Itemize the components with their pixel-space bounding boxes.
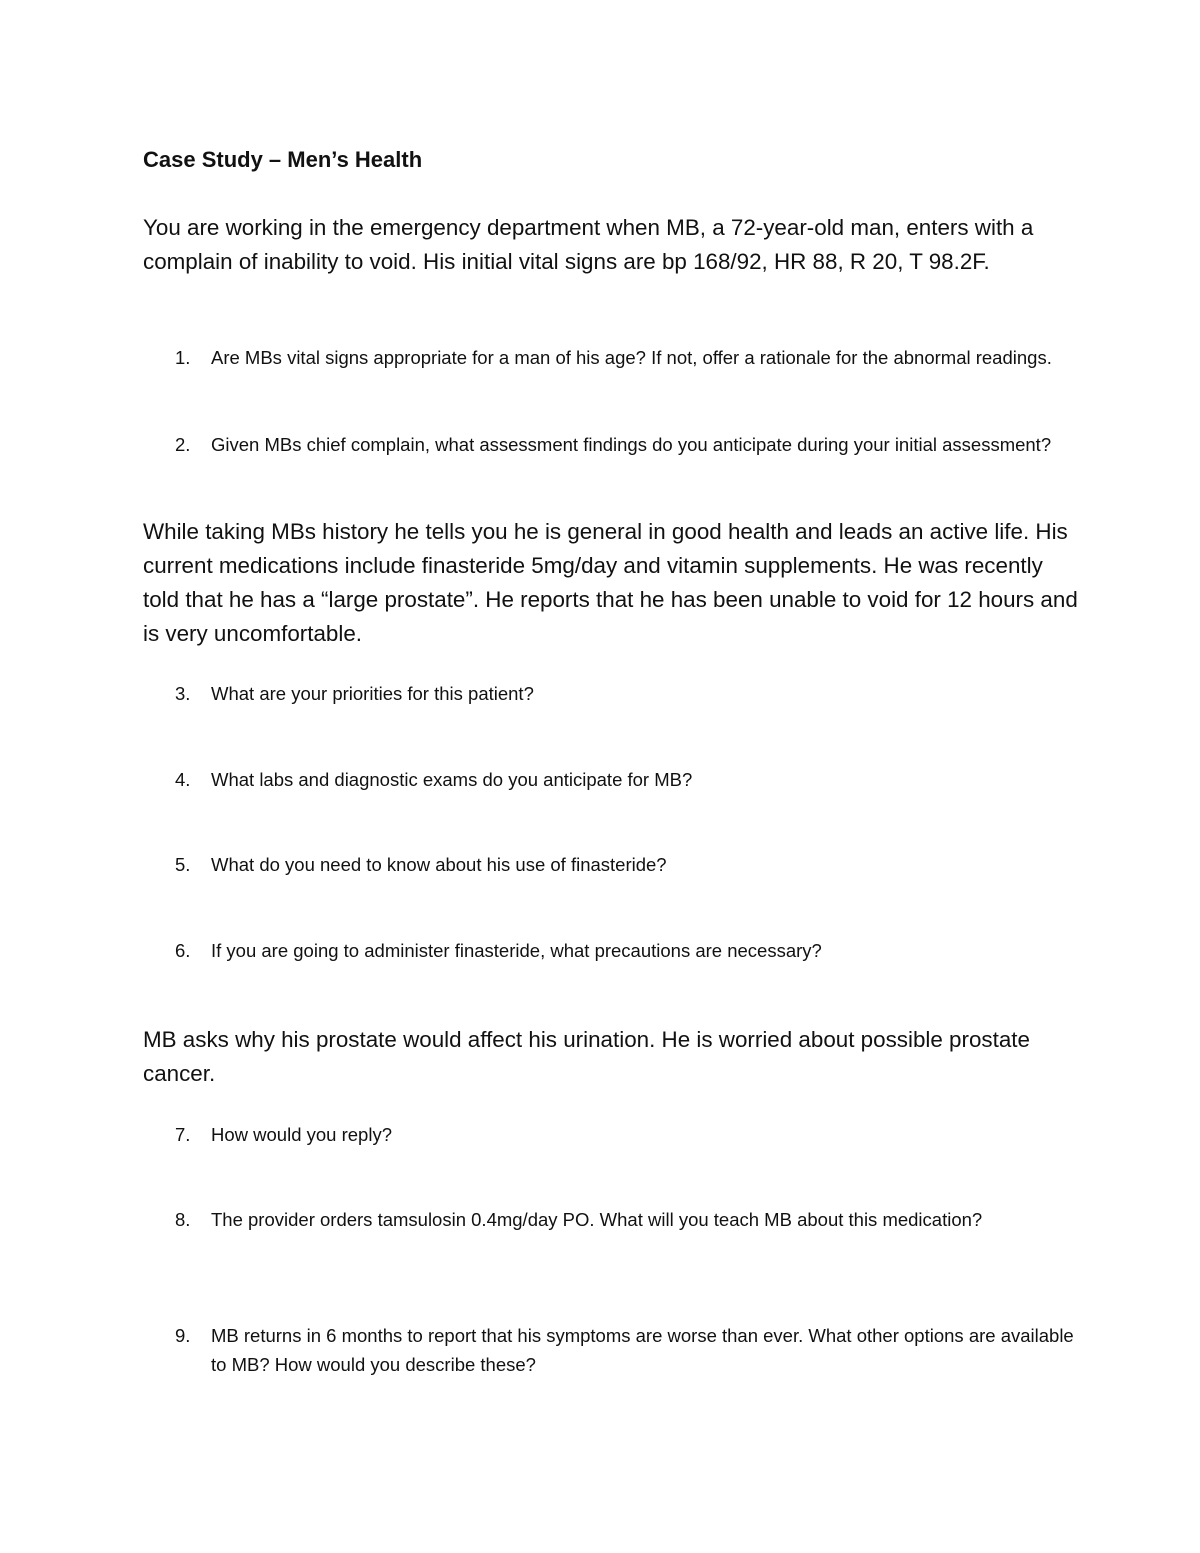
question-number: 2. xyxy=(175,434,191,455)
question-2 xyxy=(175,430,1075,459)
question-3 xyxy=(175,679,1075,708)
question-number: 1. xyxy=(175,347,191,368)
question-text: The provider orders tamsulosin 0.4mg/day PO. What will you teach MB about this medication? xyxy=(211,1209,983,1230)
question-number: 5. xyxy=(175,854,191,875)
question-text: What do you need to know about his use of finasteride? xyxy=(211,854,667,875)
question-7 xyxy=(175,1120,1075,1149)
concern-paragraph: MB asks why his prostate would affect his urination. He is worried about possible prostate cancer. xyxy=(143,1027,1030,1086)
question-number: 6. xyxy=(175,940,191,961)
question-number: 4. xyxy=(175,769,191,790)
question-8 xyxy=(175,1205,1075,1234)
question-1 xyxy=(175,343,1075,372)
question-text: What labs and diagnostic exams do you anticipate for MB? xyxy=(211,769,693,790)
question-4 xyxy=(175,765,1075,794)
question-text: How would you reply? xyxy=(211,1124,392,1145)
question-6 xyxy=(175,936,1075,965)
intro-paragraph: You are working in the emergency department when MB, a 72-year-old man, enters with a complain of inability to void. His initial vital signs are bp 168/92, HR 88, R 20, T 98.2F. xyxy=(143,215,1034,274)
question-text: MB returns in 6 months to report that his symptoms are worse than ever. What other options are available to MB? How would you describe these? xyxy=(211,1325,1074,1375)
question-5 xyxy=(175,850,1075,879)
question-number: 3. xyxy=(175,683,191,704)
history-paragraph: While taking MBs history he tells you he is general in good health and leads an active life. His current medications include finasteride 5mg/day and vitamin supplements. He was recently told that he has a “large prostate”. He reports that he has been unable to void for 12 hours and is very uncomfortable. xyxy=(143,519,1078,646)
question-number: 9. xyxy=(175,1325,191,1346)
question-text: Given MBs chief complain, what assessment findings do you anticipate during your initial assessment? xyxy=(211,434,1052,455)
question-number: 8. xyxy=(175,1209,191,1230)
question-text: What are your priorities for this patient? xyxy=(211,683,534,704)
question-9 xyxy=(175,1321,1075,1379)
page-title: Case Study – Men’s Health xyxy=(143,147,423,172)
question-text: Are MBs vital signs appropriate for a man of his age? If not, offer a rationale for the abnormal readings. xyxy=(211,347,1052,368)
question-number: 7. xyxy=(175,1124,191,1145)
question-text: If you are going to administer finasteride, what precautions are necessary? xyxy=(211,940,822,961)
